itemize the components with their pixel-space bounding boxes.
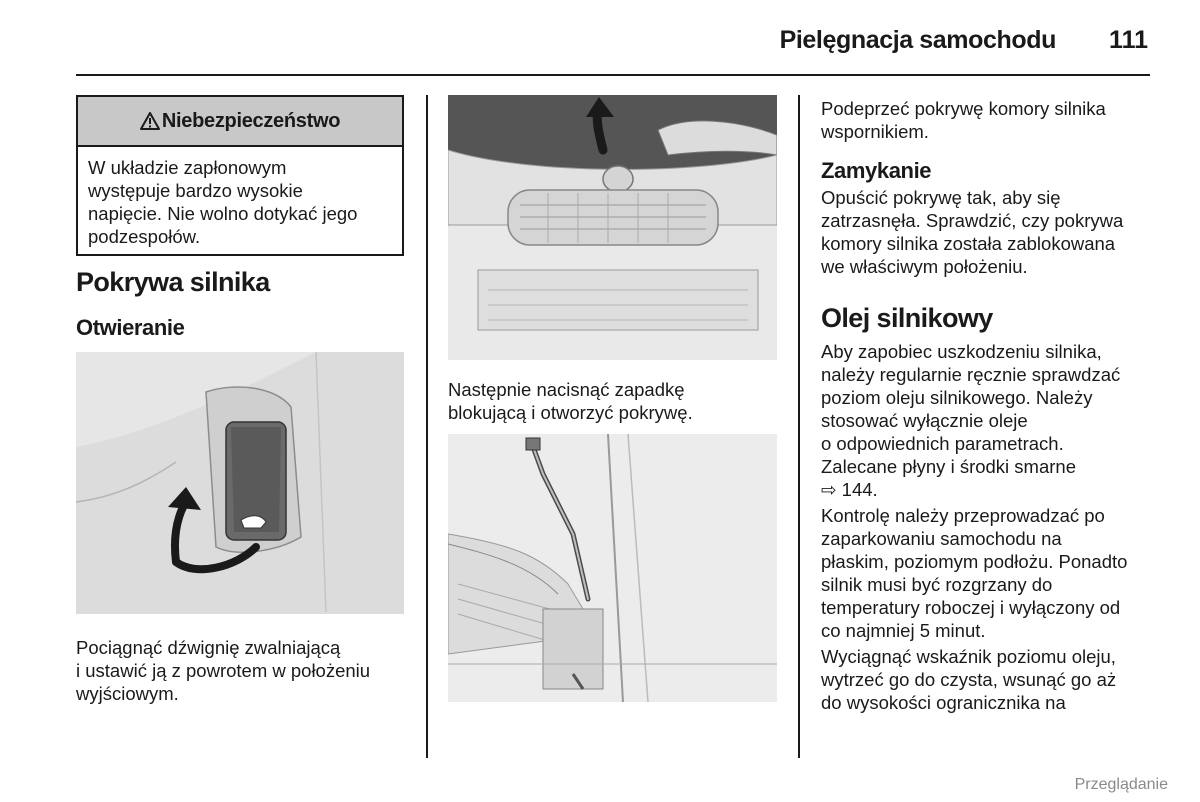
- support-intro: [821, 97, 1161, 143]
- warning-line: W układzie zapłonowym: [88, 157, 287, 178]
- oil-line: poziom oleju silnikowego. Należy: [821, 387, 1093, 408]
- section-title: Pielęgnacja samochodu: [779, 26, 1056, 54]
- intro-line: wspornikiem.: [821, 121, 929, 142]
- closing-text: [821, 186, 1161, 278]
- oil-line: o odpowiednich parametrach.: [821, 433, 1064, 454]
- closing-line: we właściwym położeniu.: [821, 256, 1028, 277]
- caption-line: i ustawić ją z powrotem w położeniu: [76, 660, 371, 681]
- oil-paragraph-1: [821, 340, 1166, 501]
- danger-warning-box: [76, 95, 404, 256]
- column-divider-1: [426, 95, 428, 758]
- subheading-opening: Otwieranie: [76, 315, 185, 340]
- oil-line: silnik musi być rozgrzany do: [821, 574, 1053, 595]
- browse-link[interactable]: Przeglądanie: [1074, 776, 1168, 793]
- subheading-closing: Zamykanie: [821, 158, 932, 183]
- arrow-reference-icon: ⇨: [821, 479, 837, 500]
- figure-hood-support-rod: [448, 434, 777, 702]
- figure-release-lever: [76, 352, 404, 614]
- heading-engine-oil: Olej silnikowy: [821, 303, 993, 333]
- oil-line: wytrzeć go do czysta, wsunąć go aż: [821, 669, 1117, 690]
- oil-line: należy regularnie ręcznie sprawdzać: [821, 364, 1121, 385]
- oil-line: Kontrolę należy przeprowadzać po: [821, 505, 1105, 526]
- oil-line: płaskim, poziomym podłożu. Ponadto: [821, 551, 1128, 572]
- intro-line: Podeprzeć pokrywę komory silnika: [821, 98, 1106, 119]
- oil-line: temperatury roboczej i wyłączony od: [821, 597, 1121, 618]
- warning-text: [78, 147, 402, 248]
- oil-line: Aby zapobiec uszkodzeniu silnika,: [821, 341, 1102, 362]
- reference-page-number: 144.: [841, 479, 878, 500]
- caption-line: Pociągnąć dźwignię zwalniającą: [76, 637, 341, 658]
- page-reference[interactable]: [821, 478, 1166, 501]
- column-divider-2: [798, 95, 800, 758]
- heading-hood: Pokrywa silnika: [76, 267, 270, 297]
- warning-line: występuje bardzo wysokie: [88, 180, 303, 201]
- closing-line: komory silnika została zablokowana: [821, 233, 1116, 254]
- oil-line: Zalecane płyny i środki smarne: [821, 456, 1076, 477]
- lever-caption: [76, 636, 416, 705]
- warning-title: Niebezpieczeństwo: [161, 109, 341, 132]
- header-rule: [76, 74, 1150, 76]
- oil-paragraph-3: [821, 645, 1166, 714]
- latch-caption: [448, 378, 793, 424]
- caption-line: wyjściowym.: [76, 683, 179, 704]
- caption-line: Następnie nacisnąć zapadkę: [448, 379, 685, 400]
- oil-line: do wysokości ogranicznika na: [821, 692, 1066, 713]
- warning-triangle-icon: [140, 112, 160, 130]
- closing-line: zatrzasnęła. Sprawdzić, czy pokrywa: [821, 210, 1124, 231]
- page-number: 111: [1109, 26, 1148, 54]
- oil-line: Wyciągnąć wskaźnik poziomu oleju,: [821, 646, 1116, 667]
- oil-paragraph-2: [821, 504, 1166, 642]
- warning-header: [78, 97, 402, 147]
- figure-open-hood: [448, 95, 777, 360]
- warning-line: podzespołów.: [88, 226, 201, 247]
- oil-line: zaparkowaniu samochodu na: [821, 528, 1062, 549]
- caption-line: blokującą i otworzyć pokrywę.: [448, 402, 693, 423]
- warning-line: napięcie. Nie wolno dotykać jego: [88, 203, 358, 224]
- closing-line: Opuścić pokrywę tak, aby się: [821, 187, 1061, 208]
- oil-line: co najmniej 5 minut.: [821, 620, 986, 641]
- oil-line: stosować wyłącznie oleje: [821, 410, 1028, 431]
